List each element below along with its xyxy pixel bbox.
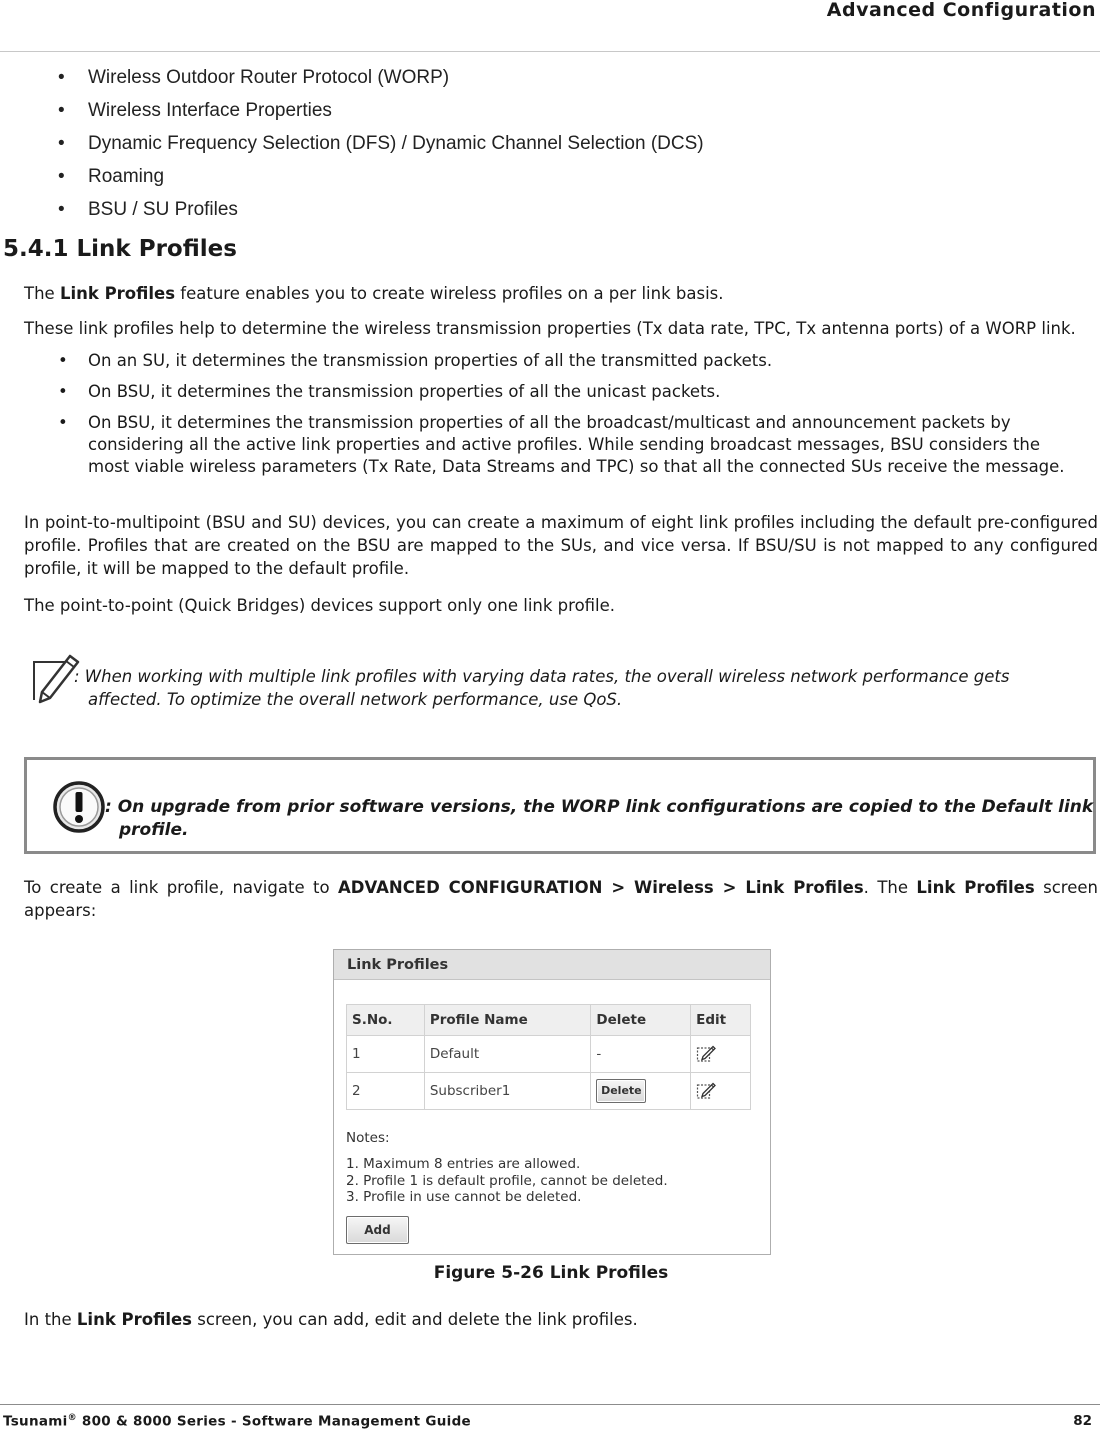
bullet: • bbox=[58, 166, 65, 187]
link-profiles-table bbox=[346, 1004, 751, 1110]
list-item: • Wireless Outdoor Router Protocol (WORP) bbox=[58, 64, 704, 97]
chapter-title: Advanced Configuration bbox=[826, 0, 1096, 21]
closing-paragraph: In the Link Profiles screen, you can add, edit and delete the link profiles. bbox=[24, 1310, 638, 1329]
page-footer bbox=[0, 1404, 1100, 1429]
list-item: • BSU / SU Profiles bbox=[58, 196, 704, 229]
page-number: 82 bbox=[1073, 1413, 1092, 1429]
delete-cell: - bbox=[591, 1036, 691, 1073]
warning-text: : On upgrade from prior software versions, the WORP link configurations are copied to the Default link profile. bbox=[105, 797, 1094, 840]
edit-icon[interactable] bbox=[696, 1082, 716, 1100]
multipoint-paragraph: In point-to-multipoint (BSU and SU) devices, you can create a maximum of eight link profiles including the default pre-configured profile. Profiles that are created on the BSU are mapped to the SUs, and vice versa. If BSU/SU is not mapped to any configured profile, it will be mapped to the default profile. bbox=[24, 513, 1098, 578]
note-text: : When working with multiple link profiles with varying data rates, the overall wireless network performance gets affected. To optimize the overall network performance, use QoS. bbox=[74, 667, 1010, 709]
topic-list bbox=[58, 64, 704, 229]
edit-cell bbox=[691, 1036, 751, 1073]
panel-title: Link Profiles bbox=[334, 950, 770, 980]
link-profiles-screenshot bbox=[333, 949, 771, 1255]
list-item: • Dynamic Frequency Selection (DFS) / Dynamic Channel Selection (DCS) bbox=[58, 130, 704, 163]
table-row bbox=[347, 1036, 751, 1073]
list-item: 2. Profile 1 is default profile, cannot be deleted. bbox=[346, 1172, 668, 1189]
sno-cell: 2 bbox=[347, 1073, 425, 1110]
notes-list bbox=[346, 1156, 668, 1206]
list-item: • On an SU, it determines the transmission properties of all the transmitted packets. bbox=[58, 351, 773, 370]
column-header: Profile Name bbox=[424, 1005, 591, 1036]
notes-title: Notes: bbox=[346, 1130, 390, 1146]
edit-icon[interactable] bbox=[696, 1045, 716, 1063]
delete-button[interactable]: Delete bbox=[596, 1079, 646, 1103]
bullet: • bbox=[58, 133, 65, 154]
list-item: • Wireless Interface Properties bbox=[58, 97, 704, 130]
navigation-paragraph: To create a link profile, navigate to ADVANCED CONFIGURATION > Wireless > Link Profiles. The Link Profiles screen appears: bbox=[24, 878, 1098, 920]
list-item: 3. Profile in use cannot be deleted. bbox=[346, 1189, 582, 1205]
edit-cell bbox=[691, 1073, 751, 1110]
list-item: • Roaming bbox=[58, 163, 704, 196]
warning-box bbox=[24, 757, 1096, 854]
table-row bbox=[347, 1073, 751, 1110]
delete-cell bbox=[591, 1073, 691, 1110]
profile-name-cell: Default bbox=[424, 1036, 591, 1073]
sno-cell: 1 bbox=[347, 1036, 425, 1073]
figure-caption: Figure 5-26 Link Profiles bbox=[433, 1263, 669, 1283]
transmission-bullets bbox=[58, 350, 1098, 487]
list-item: • On BSU, it determines the transmission properties of all the unicast packets. bbox=[58, 382, 721, 401]
list-item: • On BSU, it determines the transmission properties of all the broadcast/multicast and announcement packets by considering all the active link properties and active profiles. While sending broadcast messages, BSU considers the most viable wireless parameters (Tx Rate, Data Streams and TPC) so that all the connected SUs receive the message. bbox=[58, 413, 1065, 476]
column-header: S.No. bbox=[347, 1005, 425, 1036]
section-heading: 5.4.1 Link Profiles bbox=[3, 236, 237, 262]
add-button[interactable]: Add bbox=[346, 1216, 409, 1244]
profile-name-cell: Subscriber1 bbox=[424, 1073, 591, 1110]
column-header: Delete bbox=[591, 1005, 691, 1036]
document-title: Tsunami® 800 & 8000 Series - Software Management Guide bbox=[3, 1413, 472, 1429]
intro-paragraph: The Link Profiles feature enables you to create wireless profiles on a per link basis. bbox=[24, 284, 724, 303]
notes-section bbox=[346, 1130, 668, 1206]
list-item: 1. Maximum 8 entries are allowed. bbox=[346, 1156, 581, 1172]
bullet: • bbox=[58, 100, 65, 121]
table-header-row bbox=[347, 1005, 751, 1036]
exclamation-icon bbox=[52, 780, 106, 834]
bullet: • bbox=[58, 199, 65, 220]
note-box bbox=[24, 650, 1094, 720]
link-profile-paragraph: These link profiles help to determine the wireless transmission properties (Tx data rate, TPC, Tx antenna ports) of a WORP link. bbox=[24, 319, 1076, 338]
bullet: • bbox=[58, 67, 65, 88]
page-header bbox=[0, 0, 1100, 52]
column-header: Edit bbox=[691, 1005, 751, 1036]
point-to-point-paragraph: The point-to-point (Quick Bridges) devices support only one link profile. bbox=[24, 596, 616, 615]
